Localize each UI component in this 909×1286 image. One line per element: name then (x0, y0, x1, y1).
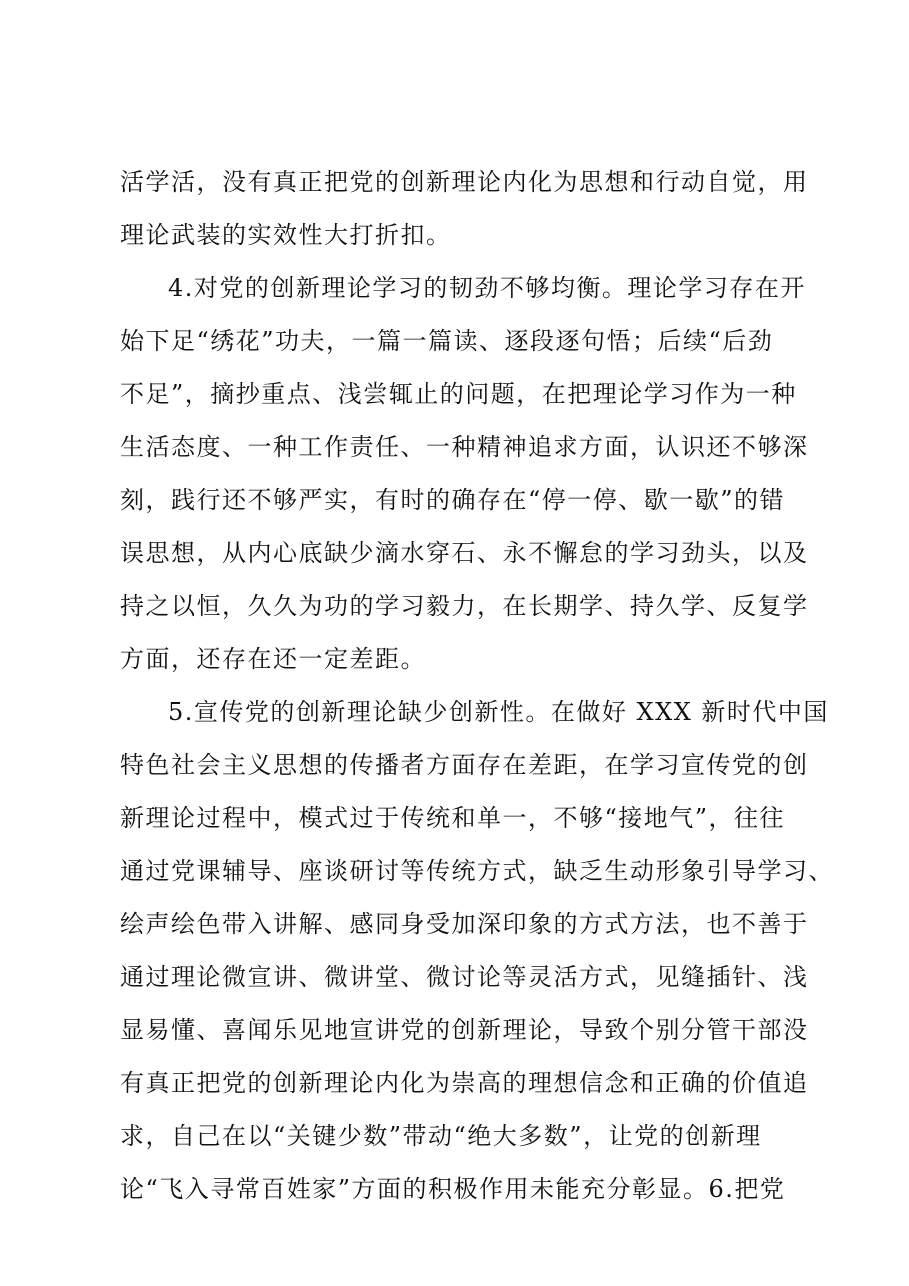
text-line: 理论武装的实效性大打折扣。 (120, 221, 452, 249)
text-line: 有真正把党的创新理论内化为崇高的理想信念和正确的价值追 (120, 1069, 809, 1097)
text-line: 特色社会主义思想的传播者方面存在差距，在学习宣传党的创 (120, 751, 809, 779)
text-line: 求，自己在以“关键少数”带动“绝大多数”，让党的创新理 (120, 1122, 762, 1150)
text-line: 误思想，从内心底缺少滴水穿石、永不懈怠的学习劲头，以及 (120, 539, 809, 567)
text-line: 通过党课辅导、座谈研讨等传统方式，缺乏生动形象引导学习、 (120, 857, 834, 885)
text-line: 通过理论微宣讲、微讲堂、微讨论等灵活方式，见缝插针、浅 (120, 963, 809, 991)
text-line: 显易懂、喜闻乐见地宣讲党的创新理论，导致个别分管干部没 (120, 1016, 809, 1044)
text-line: 方面，还存在还一定差距。 (120, 645, 426, 673)
text-line: 不足”，摘抄重点、浅尝辄止的问题，在把理论学习作为一种 (120, 380, 797, 408)
text-line: 持之以恒，久久为功的学习毅力，在长期学、持久学、反复学 (120, 592, 809, 620)
text-line: 4.对党的创新理论学习的韧劲不够均衡。理论学习存在开 (168, 274, 806, 302)
text-line: 刻，践行还不够严实，有时的确存在“停一停、歇一歇”的错 (120, 486, 786, 514)
text-line: 论“飞入寻常百姓家”方面的积极作用未能充分彰显。6.把党 (120, 1175, 786, 1203)
text-line: 5.宣传党的创新理论缺少创新性。在做好 XXX 新时代中国 (168, 698, 829, 726)
text-line: 活学活，没有真正把党的创新理论内化为思想和行动自觉，用 (120, 168, 809, 196)
text-line: 始下足“绣花”功夫，一篇一篇读、逐段逐句悟；后续“后劲 (120, 327, 774, 355)
text-line: 生活态度、一种工作责任、一种精神追求方面，认识还不够深 (120, 433, 809, 461)
text-line: 新理论过程中，模式过于传统和单一，不够“接地气”，往往 (120, 804, 786, 832)
text-line: 绘声绘色带入讲解、感同身受加深印象的方式方法，也不善于 (120, 910, 809, 938)
